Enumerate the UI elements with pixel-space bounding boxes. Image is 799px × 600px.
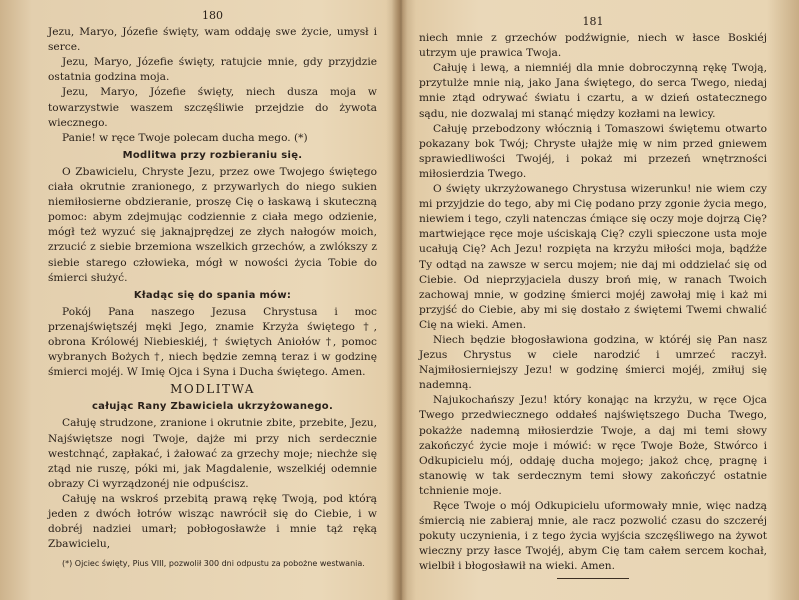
closing-rule	[557, 578, 629, 579]
paragraph: O święty ukrzyżowanego Chrystusa wizerunku! nie wiem czy mi przyjdzie do tego, aby mi Cię podano przy zgonie życia mego, niewiem i tego, czyli natenczas ćmiące się oczy moje dojrzą Cię? martwiejące ręce moje uściskają Cię? czyli spieczone usta moje ucałują Cię? Ach Jezu! rozpięta na krzyżu miłości moja, bądźże Ty odtąd na zawsze w sercu mojem; nie daj mi oddzielać się od Ciebie. Od nieprzyjaciela duszy broń mię, w ranach Twoich zachowaj mnie, w godzinę śmierci mojéj zawołaj mię i każ mi przyjść do Ciebie, aby mi się dostało z świętemi Twemi chwalić Cię na wieki. Amen.	[419, 183, 767, 331]
left-page	[0, 0, 399, 600]
page-number-right: 181	[582, 15, 604, 28]
prayer-title: MODLITWA	[170, 382, 255, 397]
page-number-left: 180	[202, 9, 223, 22]
invocation-line: Jezu, Maryo, Józefie święty, niech dusza moja w towarzystwie waszem szczęśliwie przejdzie do żywota wiecznego.	[48, 86, 377, 129]
paragraph: Ręce Twoje o mój Odkupicielu uformowały mnie, więc nadzą śmiercią nie zabieraj mnie, ale racz pozwolić czasu do szczeréj pokuty uczynienia, i z tego życia wyjścia szczęśliwego na żywot wieczny przy łasce Twojéj, abym Cię tam całem sercem kochał, wielbił i błogosławił na wieki. Amen.	[419, 500, 767, 573]
invocation-line: Panie! w ręce Twoje polecam ducha mego. (*)	[62, 131, 308, 144]
section-heading: Kładąc się do spania mów:	[133, 289, 292, 301]
paragraph: niech mnie z grzechów podźwignie, niech w łasce Boskiéj utrzym uje prawica Twoja.	[419, 32, 767, 60]
paragraph: Całuję i lewą, a niemniéj dla mnie dobroczynną rękę Twoją, przytulże mnie nią, jako Jana świętego, do serca Twego, niedaj mnie ztąd odrywać światu i czartu, a w dzień ostatecznego sądu, nie dozwalaj mi stanąć między kozłami na lewicy.	[419, 62, 767, 120]
gutter-shadow	[386, 0, 416, 600]
invocation-line: Jezu, Maryo, Józefie święty, wam oddaję swe życie, umysł i serce.	[48, 26, 377, 54]
paragraph: Całuję na wskroś przebitą prawą rękę Twoją, pod którą jeden z dwóch łotrów wisząc nawrócił się do Ciebie, i w dobréj nadziei umarł; pobłogosławże i mnie tąż ręką Zbawicielu,	[48, 492, 377, 551]
paragraph: Niech będzie błogosławiona godzina, w któréj się Pan nasz Jezus Chrystus w ciele narodzić i umrzeć raczył. Najmiłosierniejszy Jezu! w godzinę śmierci mojéj, zmiłuj się nademną.	[419, 333, 767, 392]
right-page	[401, 0, 799, 600]
section-heading: Modlitwa przy rozbieraniu się.	[122, 149, 303, 161]
paragraph: Całuję strudzone, zranione i okrutnie zbite, przebite, Jezu, Najświętsze nogi Twoje, dajże mi przy nich serdecznie westchnąć, zapłakać, i żałować za grzechy moje; niechże się ztąd nie ruszę, póki mi, jak Magdalenie, wszelkiéj odemnie obrazy Ci wyrządzonéj nie odpuścisz.	[48, 417, 377, 490]
paragraph: Całuję przebodzony włócznią i Tomaszowi świętemu otwarto pokazany bok Twój; Chryste ułajże mię w nim przed gniewem sprawiedliwości Twojéj, i pokaż mi przezeń wnętrzności miłosierdzia Twego.	[419, 122, 767, 180]
section-heading: całując Rany Zbawiciela ukrzyżowanego.	[91, 401, 334, 413]
paragraph: O Zbawicielu, Chryste Jezu, przez owe Twojego świętego ciała okrutnie zranionego, z przywarlych do niego sukien niemiłosierne obdzieranie, proszę Cię o łaskawą i skuteczną pomoc: abym zdejmując codziennie z ciała mego odzienie, mógł też wyzuć się jaknajprędzej ze złych nałogów moich, zrzucić z siebie brzemiona wszelkich grzechów, a zwlókszy z siebie starego człowieka, mógł w nowości życia Tobie do śmierci służyć.	[48, 165, 377, 284]
paragraph: Pokój Pana naszego Jezusa Chrystusa i moc przenajświętszéj męki Jego, znamie Krzyża świętego †, obrona Królowéj Niebieskiéj, † świętych Aniołów †, pomoc wybranych Bożych †, niech będzie zemną teraz i w godzinę śmierci mojéj. W Imię Ojca i Syna i Ducha świętego. Amen.	[48, 305, 377, 379]
paragraph: Najukochańszy Jezu! który konając na krzyżu, w ręce Ojca Twego przedwiecznego oddałeś najświętszego Ducha Twego, pokażże nademną miłosierdzie Twoje, a daj mi temi słowy zakończyć życie moje i mówić: w ręce Twoje Boże, Stwórco i Odkupicielu mój, oddaję ducha mojego; jakoż chcę, pragnę i stanowię w tak serdecznym temi słowy zakończyć ostatnie tchnienie moje.	[419, 394, 767, 497]
invocation-line: Jezu, Maryo, Józefie święty, ratujcie mnie, gdy przyjdzie ostatnia godzina moja.	[48, 56, 377, 84]
footnote: (*) Ojciec święty, Pius VIII, pozwolił 300 dni odpustu za pobożne westwania.	[62, 559, 365, 569]
